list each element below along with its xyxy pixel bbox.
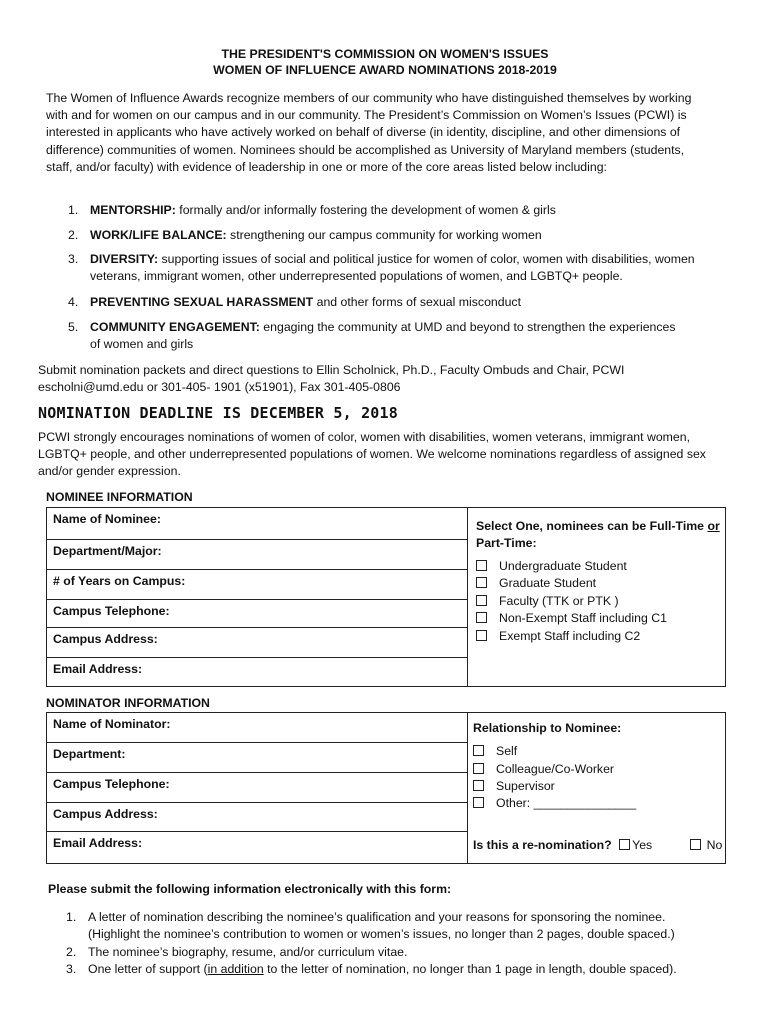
- nominee-email-field[interactable]: Email Address:: [53, 662, 143, 676]
- column-divider: [467, 713, 468, 863]
- nominator-address-field[interactable]: Campus Address:: [47, 803, 467, 832]
- document-title: THE PRESIDENT'S COMMISSION ON WOMEN'S ISSUES: [221, 47, 549, 61]
- renomination-yes-checkbox[interactable]: [619, 839, 630, 850]
- option-nonexempt-staff[interactable]: Non-Exempt Staff including C1: [476, 610, 667, 628]
- nominator-section-heading: NOMINATOR INFORMATION: [46, 696, 210, 710]
- checkbox[interactable]: [473, 797, 484, 808]
- option-self[interactable]: Self: [473, 743, 517, 761]
- intro-line: difference) communities of women. Nominees should be accomplished as University of Maryland members (students,: [46, 142, 685, 157]
- encourage-paragraph: PCWI strongly encourages nominations of women of color, women with disabilities, women veterans, immigrant women, LGBTQ+ people, and other underrepresented populations of women. We welcome nominations regardless of assigned sex and/or gender expression.: [38, 430, 706, 479]
- checkbox[interactable]: [476, 630, 487, 641]
- nominee-info-box: [46, 507, 726, 687]
- checkbox[interactable]: [473, 763, 484, 774]
- option-graduate[interactable]: Graduate Student: [476, 575, 596, 593]
- deadline-heading: NOMINATION DEADLINE IS DECEMBER 5, 2018: [38, 404, 398, 422]
- checkbox[interactable]: [476, 560, 487, 571]
- checkbox[interactable]: [476, 595, 487, 606]
- nominee-department-field[interactable]: Department/Major:: [47, 540, 467, 570]
- nominee-address-field[interactable]: Campus Address:: [47, 628, 467, 658]
- option-colleague[interactable]: Colleague/Co-Worker: [473, 761, 614, 779]
- contact-line: escholni@umd.edu or 301-405- 1901 (x51901), Fax 301-405-0806: [38, 380, 401, 395]
- nominator-info-box: [46, 712, 726, 864]
- intro-line: with and for women on our campus and in our community. The President’s Commission on Women’s Issues (PCWI) is: [46, 108, 687, 123]
- core-area-label: DIVERSITY:: [90, 252, 159, 266]
- relationship-label: Relationship to Nominee:: [473, 721, 622, 735]
- employment-select-label: Select One, nominees can be Full-Time or Part-Time:: [476, 519, 720, 550]
- nominee-years-field[interactable]: # of Years on Campus:: [47, 570, 467, 600]
- document-subtitle: WOMEN OF INFLUENCE AWARD NOMINATIONS 2018-2019: [213, 63, 557, 77]
- core-area-label: WORK/LIFE BALANCE:: [90, 228, 227, 242]
- renomination-question: Is this a re-nomination? Yes No: [473, 838, 723, 852]
- option-faculty[interactable]: Faculty (TTK or PTK ): [476, 593, 619, 611]
- no-label: No: [706, 838, 723, 852]
- core-area-label: PREVENTING SEXUAL HARASSMENT: [90, 295, 314, 309]
- intro-line: The Women of Influence Awards recognize members of our community who have distinguished themselves by working: [46, 91, 692, 105]
- nominee-telephone-field[interactable]: Campus Telephone:: [47, 600, 467, 628]
- option-other[interactable]: Other: _______________: [473, 795, 636, 813]
- renomination-no-checkbox[interactable]: [690, 839, 701, 850]
- checkbox[interactable]: [473, 780, 484, 791]
- intro-paragraph: [46, 90, 726, 176]
- core-area-label: MENTORSHIP:: [90, 203, 176, 217]
- nominee-name-field[interactable]: Name of Nominee:: [47, 508, 467, 540]
- nominator-email-field[interactable]: Email Address:: [53, 836, 143, 850]
- option-exempt-staff[interactable]: Exempt Staff including C2: [476, 628, 640, 646]
- core-area-label: COMMUNITY ENGAGEMENT:: [90, 320, 260, 334]
- electronic-heading: Please submit the following information electronically with this form:: [48, 882, 452, 896]
- nominee-section-heading: NOMINEE INFORMATION: [46, 490, 193, 504]
- option-undergraduate[interactable]: Undergraduate Student: [476, 558, 627, 576]
- nominator-name-field[interactable]: Name of Nominator:: [47, 713, 467, 743]
- submit-info: Submit nomination packets and direct questions to Ellin Scholnick, Ph.D., Faculty Ombuds and Chair, PCWI escholni@umd.edu or 301-405- 1901 (x51901), Fax 301-405-0806: [38, 362, 738, 396]
- checkbox[interactable]: [476, 577, 487, 588]
- option-supervisor[interactable]: Supervisor: [473, 778, 555, 796]
- checkbox[interactable]: [476, 612, 487, 623]
- yes-label: Yes: [632, 838, 653, 852]
- intro-line: staff, and/or faculty) with evidence of leadership in one or more of the core areas listed below including:: [46, 159, 607, 174]
- nominator-department-field[interactable]: Department:: [47, 743, 467, 773]
- intro-line: interested in applicants who have actively worked on behalf of diverse (in identity, discipline, and other dimensions of: [46, 125, 681, 140]
- checkbox[interactable]: [473, 745, 484, 756]
- column-divider: [467, 508, 468, 686]
- nominator-telephone-field[interactable]: Campus Telephone:: [47, 773, 467, 803]
